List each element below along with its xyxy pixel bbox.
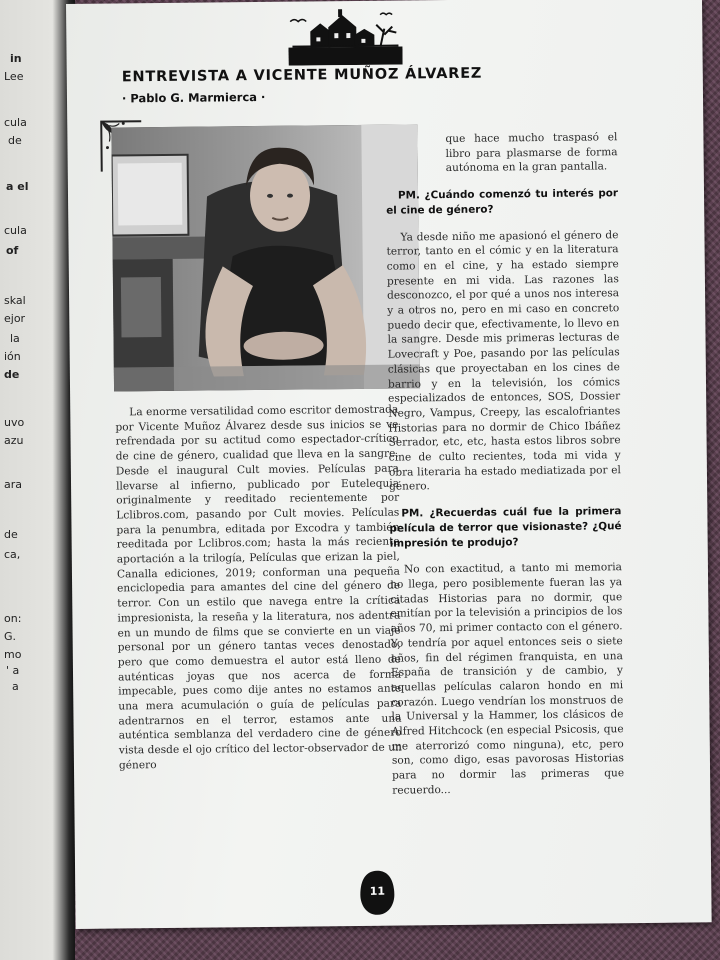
right-column-text: [385, 130, 624, 798]
intro-continuation: que hace mucho traspasó el libro para plasmarse de forma autónoma en la gran pantalla.: [445, 131, 618, 175]
answer-2: No con exactitud, a tanto mi memoria no llega, pero posiblemente fueran las ya citadas Historias para no dormir, que emitían por la televisión a principios de los años 70, mi primer contacto con el género. Yo tendría por aquel entonces seis o siete años, fin del régimen franquista, en una España de transición y de cambio, y aquellas películas calaron hondo en mi corazón. Luego vendrían los monstruos de la Universal y la Hammer, los clásicos de Alfred Hitchcock (en especial Psicosis, que me aterrorizó como ninguna), etc, pero son, como digo, esas pavorosas Historias para no dormir las primeras que recuerdo...: [390, 561, 625, 797]
magazine-page: [66, 0, 712, 929]
answer-1: Ya desde niño me apasionó el género de terror, tanto en el cómic y en la literatura como en el cine, y ha estado siempre presente en mi vida. Las razones las desconozco, el por qué a unos nos interesa y a otros no, pero en mi caso en concreto puedo decir que, efectivamente, lo llevo en la sangre. Desde mis primeras lecturas de Lovecraft y Poe, pasando por las películas clásicas que proyectaban en los cines de barrio y en la televisión, los cómics especializados de entonces, SOS, Dossier Negro, Vampus, Creepy, las escalofriantes Historias para no dormir de Chico Ibáñez Serrador, etc, etc, hasta estos libros sobre cine de culto recientes, toda mi vida y obra literaria ha estado mediatizada por el género.: [386, 228, 621, 494]
left-page-text-fragment: of: [6, 244, 19, 257]
left-page-text-fragment: Lee: [4, 70, 24, 83]
left-page-text-fragment: a: [12, 680, 19, 693]
left-page-text-fragment: ca,: [4, 548, 21, 561]
left-page-text-fragment: cula: [4, 224, 27, 237]
left-page-text-fragment: uvo: [4, 416, 25, 429]
left-page-text-fragment: a el: [6, 180, 29, 193]
left-page-text-fragment: cula: [4, 116, 27, 129]
question-1: PM. ¿Cuándo comenzó tu interés por el cine de género?: [386, 187, 619, 217]
left-page-text-fragment: ión: [4, 350, 21, 363]
left-facing-page: [0, 0, 75, 960]
left-page-text-fragment: ara: [4, 478, 23, 491]
left-page-text-fragment: ejor: [4, 312, 26, 325]
left-page-text-fragment: skal: [4, 294, 26, 307]
left-page-text-fragment: la: [10, 332, 20, 345]
article-title: ENTREVISTA A VICENTE MUÑOZ ÁLVAREZ: [121, 65, 483, 86]
left-page-text-fragment: de: [8, 134, 22, 147]
question-2: PM. ¿Recuerdas cuál fue la primera película de terror que visionaste? ¿Qué impresión te produjo?: [389, 505, 622, 550]
left-page-text-fragment: on:: [4, 612, 22, 625]
intro-paragraph: La enorme versatilidad como escritor demostrada por Vicente Muñoz Álvarez desde sus inicios se ve refrendada por su actitud como espectador-crítico de cine de género, cualidad que lleva en la sangre. Desde el inaugural Cult movies. Películas para llevarse al infierno, publicado por Eutelequia originalmente y reeditado recientemente por Lclibros.com, pasando por Cult movies. Películas para la penumbra, editada por Excodra y también reeditada por Lclibros.com; hasta la más reciente aportación a la trilogía, Películas que erizan la piel, Canalla ediciones, 2019; conforman una pequeña enciclopedia para amantes del cine del género de terror. Con un estilo que navega entre la crítica impresionista, la reseña y la literatura, nos adentra en un mundo de films que se convierte en un viaje personal por un género tantas veces denostado, pero que como demuestra el autor está lleno de auténticas joyas que nos acerca de forma impecable, pues como dije antes no estamos ante una mera acumulación o guía de películas para adentrarnos en el terror, estamos ante una auténtica semblanza del verdadero cine de género vista desde el ojo crítico del lector-observador de un género: [115, 403, 402, 772]
haunted-house-icon: [288, 8, 403, 65]
page-number: 11: [369, 884, 386, 898]
left-page-text-fragment: mo: [4, 648, 22, 661]
left-column-text: [115, 403, 402, 774]
left-page-text-fragment: ' a: [6, 664, 20, 677]
left-page-text-fragment: de: [4, 368, 20, 381]
left-page-text-fragment: azu: [4, 434, 24, 447]
left-page-text-fragment: in: [10, 52, 22, 65]
left-page-text-fragment: de: [4, 528, 18, 541]
interviewee-photo: [111, 124, 420, 391]
left-page-text-fragment: G.: [4, 630, 17, 643]
article-byline: · Pablo G. Marmierca ·: [121, 89, 266, 106]
